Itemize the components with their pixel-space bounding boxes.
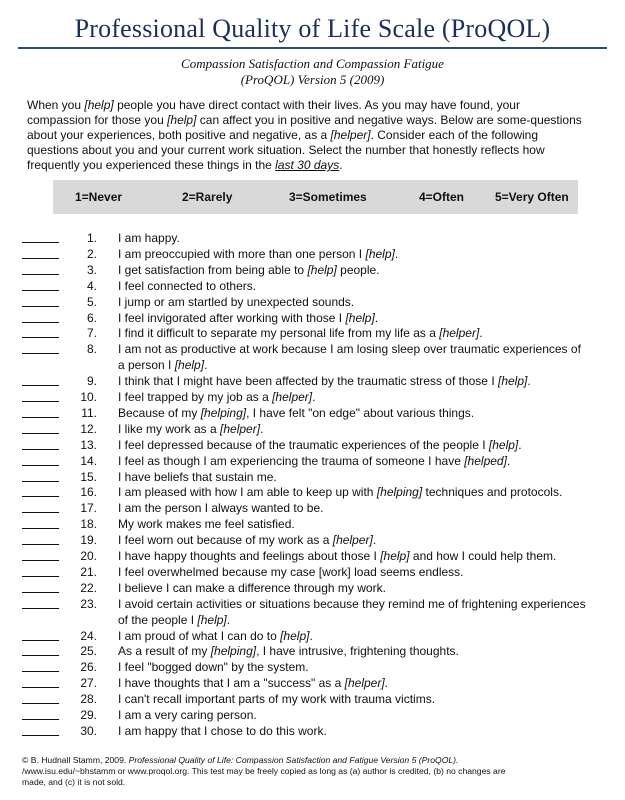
question-number: 27. (80, 676, 97, 691)
question-text: I jump or am startled by unexpected sounds. (118, 294, 355, 309)
answer-blank[interactable] (22, 640, 59, 641)
question-number: 3. (86, 262, 97, 277)
answer-blank[interactable] (22, 703, 59, 704)
answer-blank[interactable] (22, 337, 59, 338)
question-number: 20. (80, 549, 97, 563)
subtitle-line-2: (ProQOL) Version 5 (2009) (240, 72, 385, 87)
instructions: When you [help] people you have direct contact with their lives. As you may have found, your compassion for those you [help] can affect you in positive and negative ways. Below are some-questions about your experiences, both positive and negative, as a [helper]. Consider each of the following questions about you and your current work situation. Select the number that honestly reflects how frequently you experienced these things in the last 30 days. (27, 98, 582, 172)
question-text: I have beliefs that sustain me. (118, 469, 277, 484)
answer-blank[interactable] (22, 655, 59, 656)
answer-blank[interactable] (22, 449, 59, 450)
answer-blank[interactable] (22, 608, 59, 609)
answer-blank[interactable] (22, 242, 59, 243)
question-text: I feel worn out because of my work as a [helper]. (118, 533, 377, 548)
answer-blank[interactable] (22, 512, 59, 513)
question-text: I find it difficult to separate my personal life from my life as a [helper]. (118, 326, 483, 341)
question-text: I am a very caring person. (118, 708, 257, 722)
question-text: I am not as productive at work because I am losing sleep over traumatic experiences of a person I [help]. (118, 342, 581, 373)
question-text: I think that I might have been affected by the traumatic stress of those I [help]. (118, 374, 531, 389)
question-number: 10. (80, 390, 97, 404)
question-text: I feel connected to others. (118, 278, 257, 293)
question-text: My work makes me feel satisfied. (118, 517, 295, 532)
question-number: 30. (80, 723, 97, 738)
question-number: 4. (86, 278, 97, 293)
question-number: 7. (86, 326, 97, 341)
answer-blank[interactable] (22, 433, 59, 434)
answer-blank[interactable] (22, 735, 59, 736)
question-text: I feel invigorated after working with those I [help]. (118, 310, 379, 325)
answer-blank[interactable] (22, 560, 59, 561)
question-number: 17. (80, 501, 97, 516)
question-text: I am proud of what I can do to [help]. (118, 628, 313, 643)
question-number: 24. (80, 628, 97, 643)
answer-blank[interactable] (22, 353, 59, 354)
question-number: 2. (86, 246, 97, 261)
answer-blank[interactable] (22, 687, 59, 688)
title-rule (18, 47, 607, 49)
question-text: I avoid certain activities or situations because they remind me of frightening experiences of the people I [help]. (118, 596, 586, 627)
answer-blank[interactable] (22, 258, 59, 259)
answer-blank[interactable] (22, 306, 59, 307)
question-number: 23. (80, 596, 97, 611)
answer-blank[interactable] (22, 401, 59, 402)
question-text: I am preoccupied with more than one person I [help]. (118, 246, 399, 261)
answer-blank[interactable] (22, 417, 59, 418)
question-number: 8. (86, 342, 97, 357)
copyright-footer: © B. Hudnall Stamm, 2009. Professional Quality of Life: Compassion Satisfaction and Fatigue Version 5 (ProQOL). /www.isu.edu/~bhstamm or www.proqol.org. This test may be freely copied as long as (a) author is credited, (b) no changes are made, and (c) it is not sold. (22, 755, 506, 787)
subtitle-line-1: Compassion Satisfaction and Compassion Fatigue (181, 56, 444, 71)
question-text: I feel overwhelmed because my case [work] load seems endless. (118, 564, 464, 579)
question-number: 14. (80, 453, 97, 468)
question-number: 29. (80, 708, 97, 722)
question-number: 21. (80, 564, 97, 579)
question-number: 15. (80, 469, 97, 484)
question-text: I am happy that I chose to do this work. (118, 723, 327, 738)
question-text: I believe I can make a difference through my work. (118, 580, 386, 595)
question-text: I have happy thoughts and feelings about those I [help] and how I could help them. (118, 549, 557, 563)
question-number: 12. (80, 421, 97, 436)
question-text: I feel "bogged down" by the system. (118, 660, 309, 675)
question-number: 28. (80, 692, 97, 707)
answer-blank[interactable] (22, 592, 59, 593)
answer-blank[interactable] (22, 385, 59, 386)
answer-blank[interactable] (22, 528, 59, 529)
scale-never: 1=Never (75, 190, 123, 204)
scale-rarely: 2=Rarely (182, 190, 233, 204)
question-text: I am happy. (118, 231, 180, 245)
question-text: I am the person I always wanted to be. (118, 501, 324, 516)
question-text: Because of my [helping], I have felt "on edge" about various things. (118, 405, 475, 420)
answer-blank[interactable] (22, 481, 59, 482)
answer-blank[interactable] (22, 322, 59, 323)
question-number: 9. (86, 374, 97, 389)
question-number: 25. (80, 644, 97, 659)
question-number: 6. (86, 310, 97, 325)
page-title: Professional Quality of Life Scale (ProQOL) (74, 14, 551, 43)
question-number: 1. (86, 231, 97, 245)
answer-blank[interactable] (22, 671, 59, 672)
question-text: I feel trapped by my job as a [helper]. (118, 390, 316, 404)
question-text: I get satisfaction from being able to [help] people. (118, 262, 380, 277)
question-number: 11. (81, 405, 97, 420)
question-number: 22. (80, 580, 97, 595)
question-text: I like my work as a [helper]. (118, 421, 264, 436)
question-text: As a result of my [helping], I have intrusive, frightening thoughts. (118, 644, 459, 659)
question-number: 26. (80, 660, 97, 675)
question-number: 18. (80, 517, 97, 532)
answer-blank[interactable] (22, 496, 59, 497)
question-number: 5. (86, 294, 97, 309)
answer-blank[interactable] (22, 719, 59, 720)
question-text: I feel as though I am experiencing the trauma of someone I have [helped]. (118, 453, 511, 468)
answer-blank[interactable] (22, 274, 59, 275)
answer-blank[interactable] (22, 576, 59, 577)
question-text: I am pleased with how I am able to keep up with [helping] techniques and protocols. (118, 485, 563, 500)
question-text: I have thoughts that I am a "success" as a [helper]. (118, 676, 389, 691)
answer-blank[interactable] (22, 465, 59, 466)
question-number: 13. (80, 437, 97, 452)
answer-blank[interactable] (22, 290, 59, 291)
scale-sometimes: 3=Sometimes (289, 190, 367, 204)
scale-very-often: 5=Very Often (495, 190, 569, 204)
question-number: 19. (80, 533, 97, 548)
question-text: I feel depressed because of the traumatic experiences of the people I [help]. (118, 437, 522, 452)
scale-often: 4=Often (419, 190, 465, 204)
question-number: 16. (80, 485, 97, 500)
answer-blank[interactable] (22, 544, 59, 545)
question-text: I can't recall important parts of my work with trauma victims. (118, 692, 436, 707)
